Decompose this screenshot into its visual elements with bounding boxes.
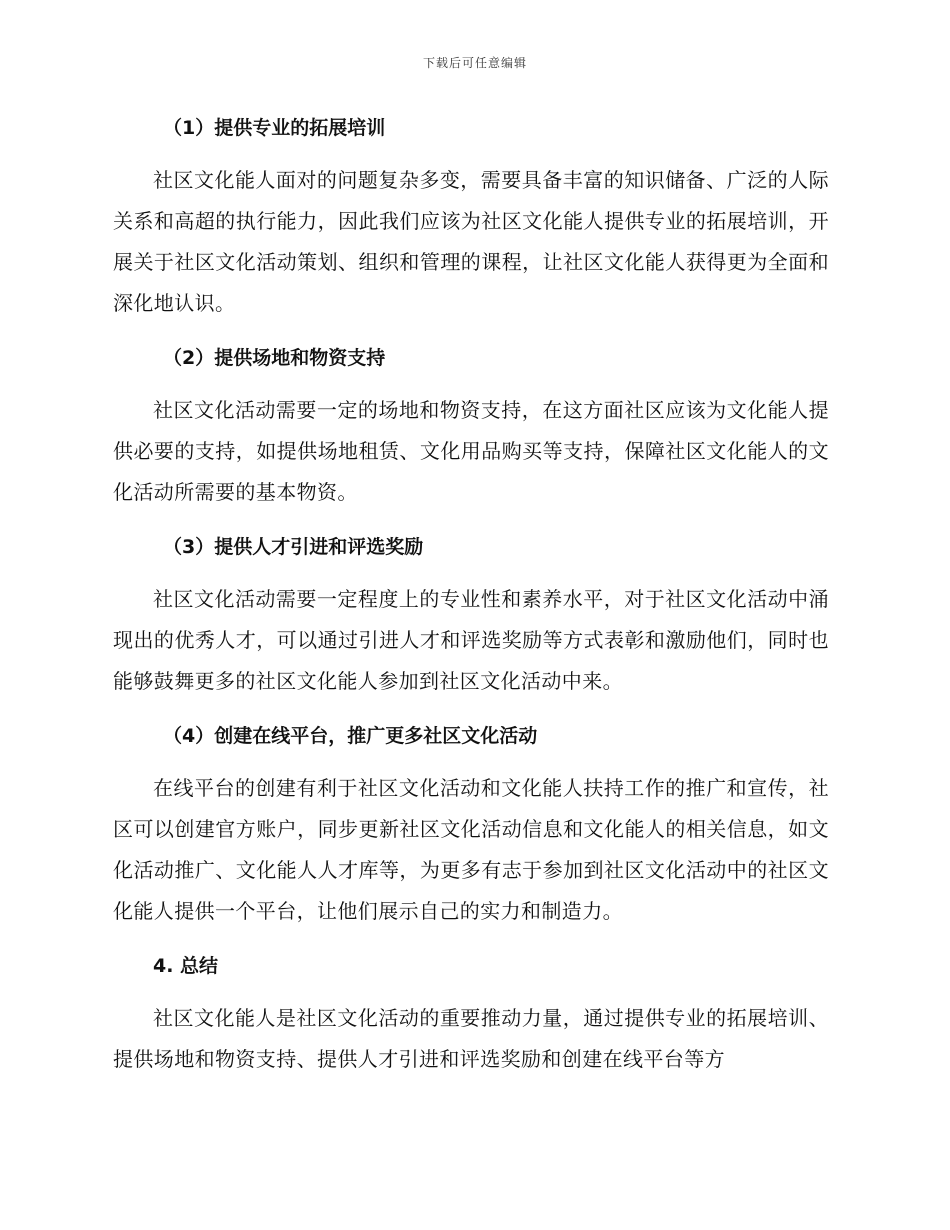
section-heading: （3）提供人才引进和评选奖励 — [163, 536, 424, 558]
page-header-note: 下载后可任意编辑 — [422, 56, 527, 70]
section-heading: （2）提供场地和物资支持 — [163, 347, 386, 369]
section-summary — [113, 946, 829, 1080]
section-heading: （4）创建在线平台，推广更多社区文化活动 — [163, 725, 538, 747]
section-training — [113, 108, 829, 324]
section-paragraph: 社区文化活动需要一定程度上的专业性和素养水平，对于社区文化活动中涌现出的优秀人才，可以通过引进人才和评选奖励等方式表彰和激励他们，同时也能够鼓舞更多的社区文化能人参加到社区文化活动中来。 — [113, 587, 829, 693]
section-online-platform — [113, 716, 829, 932]
section-heading: （1）提供专业的拓展培训 — [163, 117, 386, 139]
section-talent-awards — [113, 527, 829, 702]
summary-heading: 4. 总结 — [153, 955, 219, 977]
section-paragraph: 社区文化能人面对的问题复杂多变，需要具备丰富的知识储备、广泛的人际关系和高超的执行能力，因此我们应该为社区文化能人提供专业的拓展培训，开展关于社区文化活动策划、组织和管理的课程，让社区文化能人获得更为全面和深化地认识。 — [113, 168, 829, 315]
section-paragraph: 社区文化活动需要一定的场地和物资支持，在这方面社区应该为文化能人提供必要的支持，如提供场地租赁、文化用品购买等支持，保障社区文化能人的文化活动所需要的基本物资。 — [113, 398, 829, 504]
section-paragraph: 在线平台的创建有利于社区文化活动和文化能人扶持工作的推广和宣传，社区可以创建官方账户，同步更新社区文化活动信息和文化能人的相关信息，如文化活动推广、文化能人人才库等，为更多有志于参加到社区文化活动中的社区文化能人提供一个平台，让他们展示自己的实力和制造力。 — [113, 776, 829, 923]
summary-paragraph: 社区文化能人是社区文化活动的重要推动力量，通过提供专业的拓展培训、提供场地和物资支持、提供人才引进和评选奖励和创建在线平台等方 — [113, 1006, 829, 1071]
section-venue-support — [113, 338, 829, 513]
document-body — [113, 108, 829, 1094]
